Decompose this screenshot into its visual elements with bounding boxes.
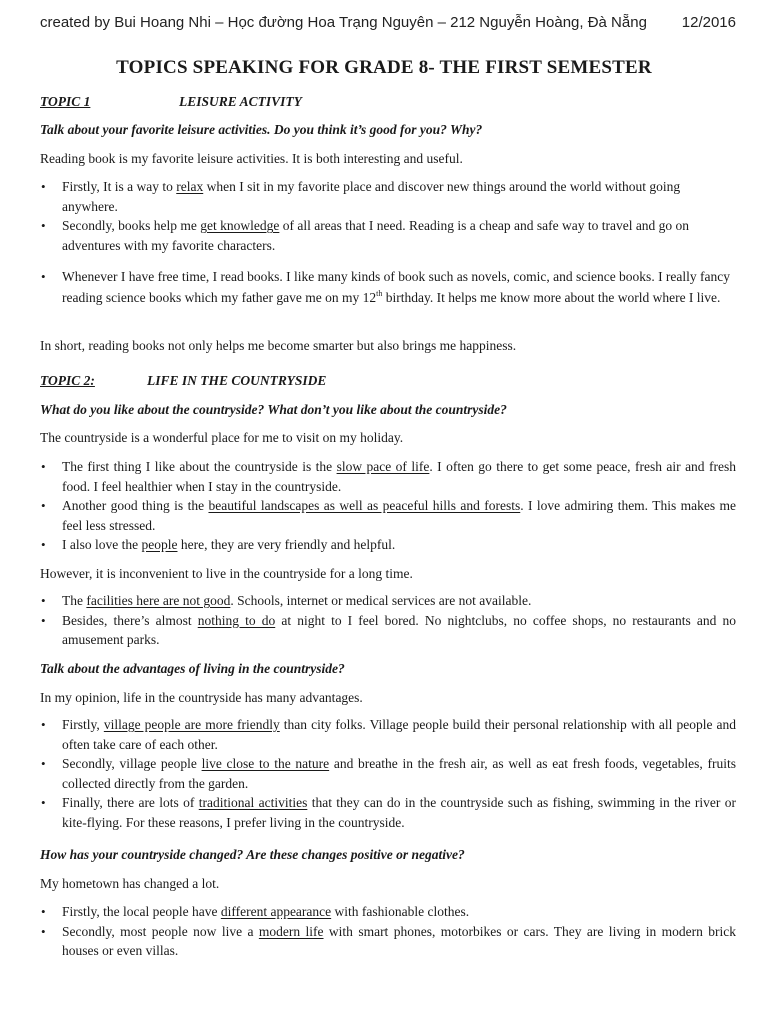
list-item: • Secondly, most people now live a modern life with smart phones, motorbikes or cars. They are living in modern brick houses or even villas.	[40, 922, 736, 961]
topic-1-list-a	[40, 177, 736, 255]
topic-2-question-1: What do you like about the countryside? What don’t you like about the countryside?	[40, 402, 507, 417]
header-credit: created by Bui Hoang Nhi – Học đường Hoa Trạng Nguyên – 212 Nguyễn Hoàng, Đà Nẵng	[40, 14, 647, 31]
list-item: • The facilities here are not good. Schools, internet or medical services are not available.	[40, 591, 736, 611]
topic-1-list-b	[40, 266, 736, 308]
list-item: • Secondly, village people live close to the nature and breathe in the fresh air, as well as eat fresh foods, vegetables, fruits collected directly from the garden.	[40, 754, 736, 793]
topic-2-question-3: How has your countryside changed? Are these changes positive or negative?	[40, 847, 465, 862]
header-date: 12/2016	[681, 14, 736, 31]
list-item: • Whenever I have free time, I read books. I like many kinds of book such as novels, comic, and science books. I really fancy reading science books which my father gave me on my 12th birthday. It helps me know more about the world where I live.	[40, 266, 736, 308]
list-item: • The first thing I like about the countryside is the slow pace of life. I often go there to get some peace, fresh air and fresh food. I feel healthier when I stay in the countryside.	[40, 457, 736, 496]
list-item: • I also love the people here, they are very friendly and helpful.	[40, 535, 736, 555]
topic-2-intro-1: The countryside is a wonderful place for me to visit on my holiday.	[40, 430, 404, 445]
list-item: • Firstly, the local people have different appearance with fashionable clothes.	[40, 902, 736, 922]
list-item: • Finally, there are lots of traditional activities that they can do in the countryside such as fishing, swimming in the river or kite-flying. For these reasons, I prefer living in the countryside.	[40, 793, 736, 832]
topic-1-conclusion: In short, reading books not only helps me become smarter but also brings me happiness.	[40, 338, 517, 353]
topic-1-number: TOPIC 1	[40, 94, 91, 109]
topic-1-question: Talk about your favorite leisure activities. Do you think it’s good for you? Why?	[40, 122, 483, 137]
topic-2-name: LIFE IN THE COUNTRYSIDE	[147, 373, 327, 388]
topic-2-number: TOPIC 2:	[40, 373, 95, 388]
topic-2-likes-list	[40, 457, 736, 555]
list-item: • Firstly, village people are more friendly than city folks. Village people build their personal relationship with all people and often take care of each other.	[40, 715, 736, 754]
page-header	[40, 14, 736, 31]
topic-1-intro: Reading book is my favorite leisure activities. It is both interesting and useful.	[40, 151, 463, 166]
list-item: • Firstly, It is a way to relax when I sit in my favorite place and discover new things around the world without going anywhere.	[40, 177, 736, 216]
topic-2-question-2: Talk about the advantages of living in the countryside?	[40, 661, 345, 676]
document-title: TOPICS SPEAKING FOR GRADE 8- THE FIRST SEMESTER	[116, 57, 652, 78]
list-item: • Another good thing is the beautiful landscapes as well as peaceful hills and forests. I love admiring them. This makes me feel less stressed.	[40, 496, 736, 535]
topic-2-intro-3: In my opinion, life in the countryside has many advantages.	[40, 690, 363, 705]
list-item: • Secondly, books help me get knowledge of all areas that I need. Reading is a cheap and safe way to travel and go on adventures with my favorite characters.	[40, 216, 736, 255]
topic-2-heading	[40, 371, 736, 391]
topic-2-changes-list	[40, 902, 736, 961]
topic-1-name: LEISURE ACTIVITY	[179, 94, 302, 109]
topic-2-advantages-list	[40, 715, 736, 832]
topic-2-intro-4: My hometown has changed a lot.	[40, 876, 220, 891]
topic-1-heading	[40, 92, 736, 112]
topic-2-intro-2: However, it is inconvenient to live in the countryside for a long time.	[40, 566, 413, 581]
topic-2-dislikes-list	[40, 591, 736, 650]
list-item: • Besides, there’s almost nothing to do at night to I feel bored. No nightclubs, no coffee shops, no restaurants and no amusement parks.	[40, 611, 736, 650]
